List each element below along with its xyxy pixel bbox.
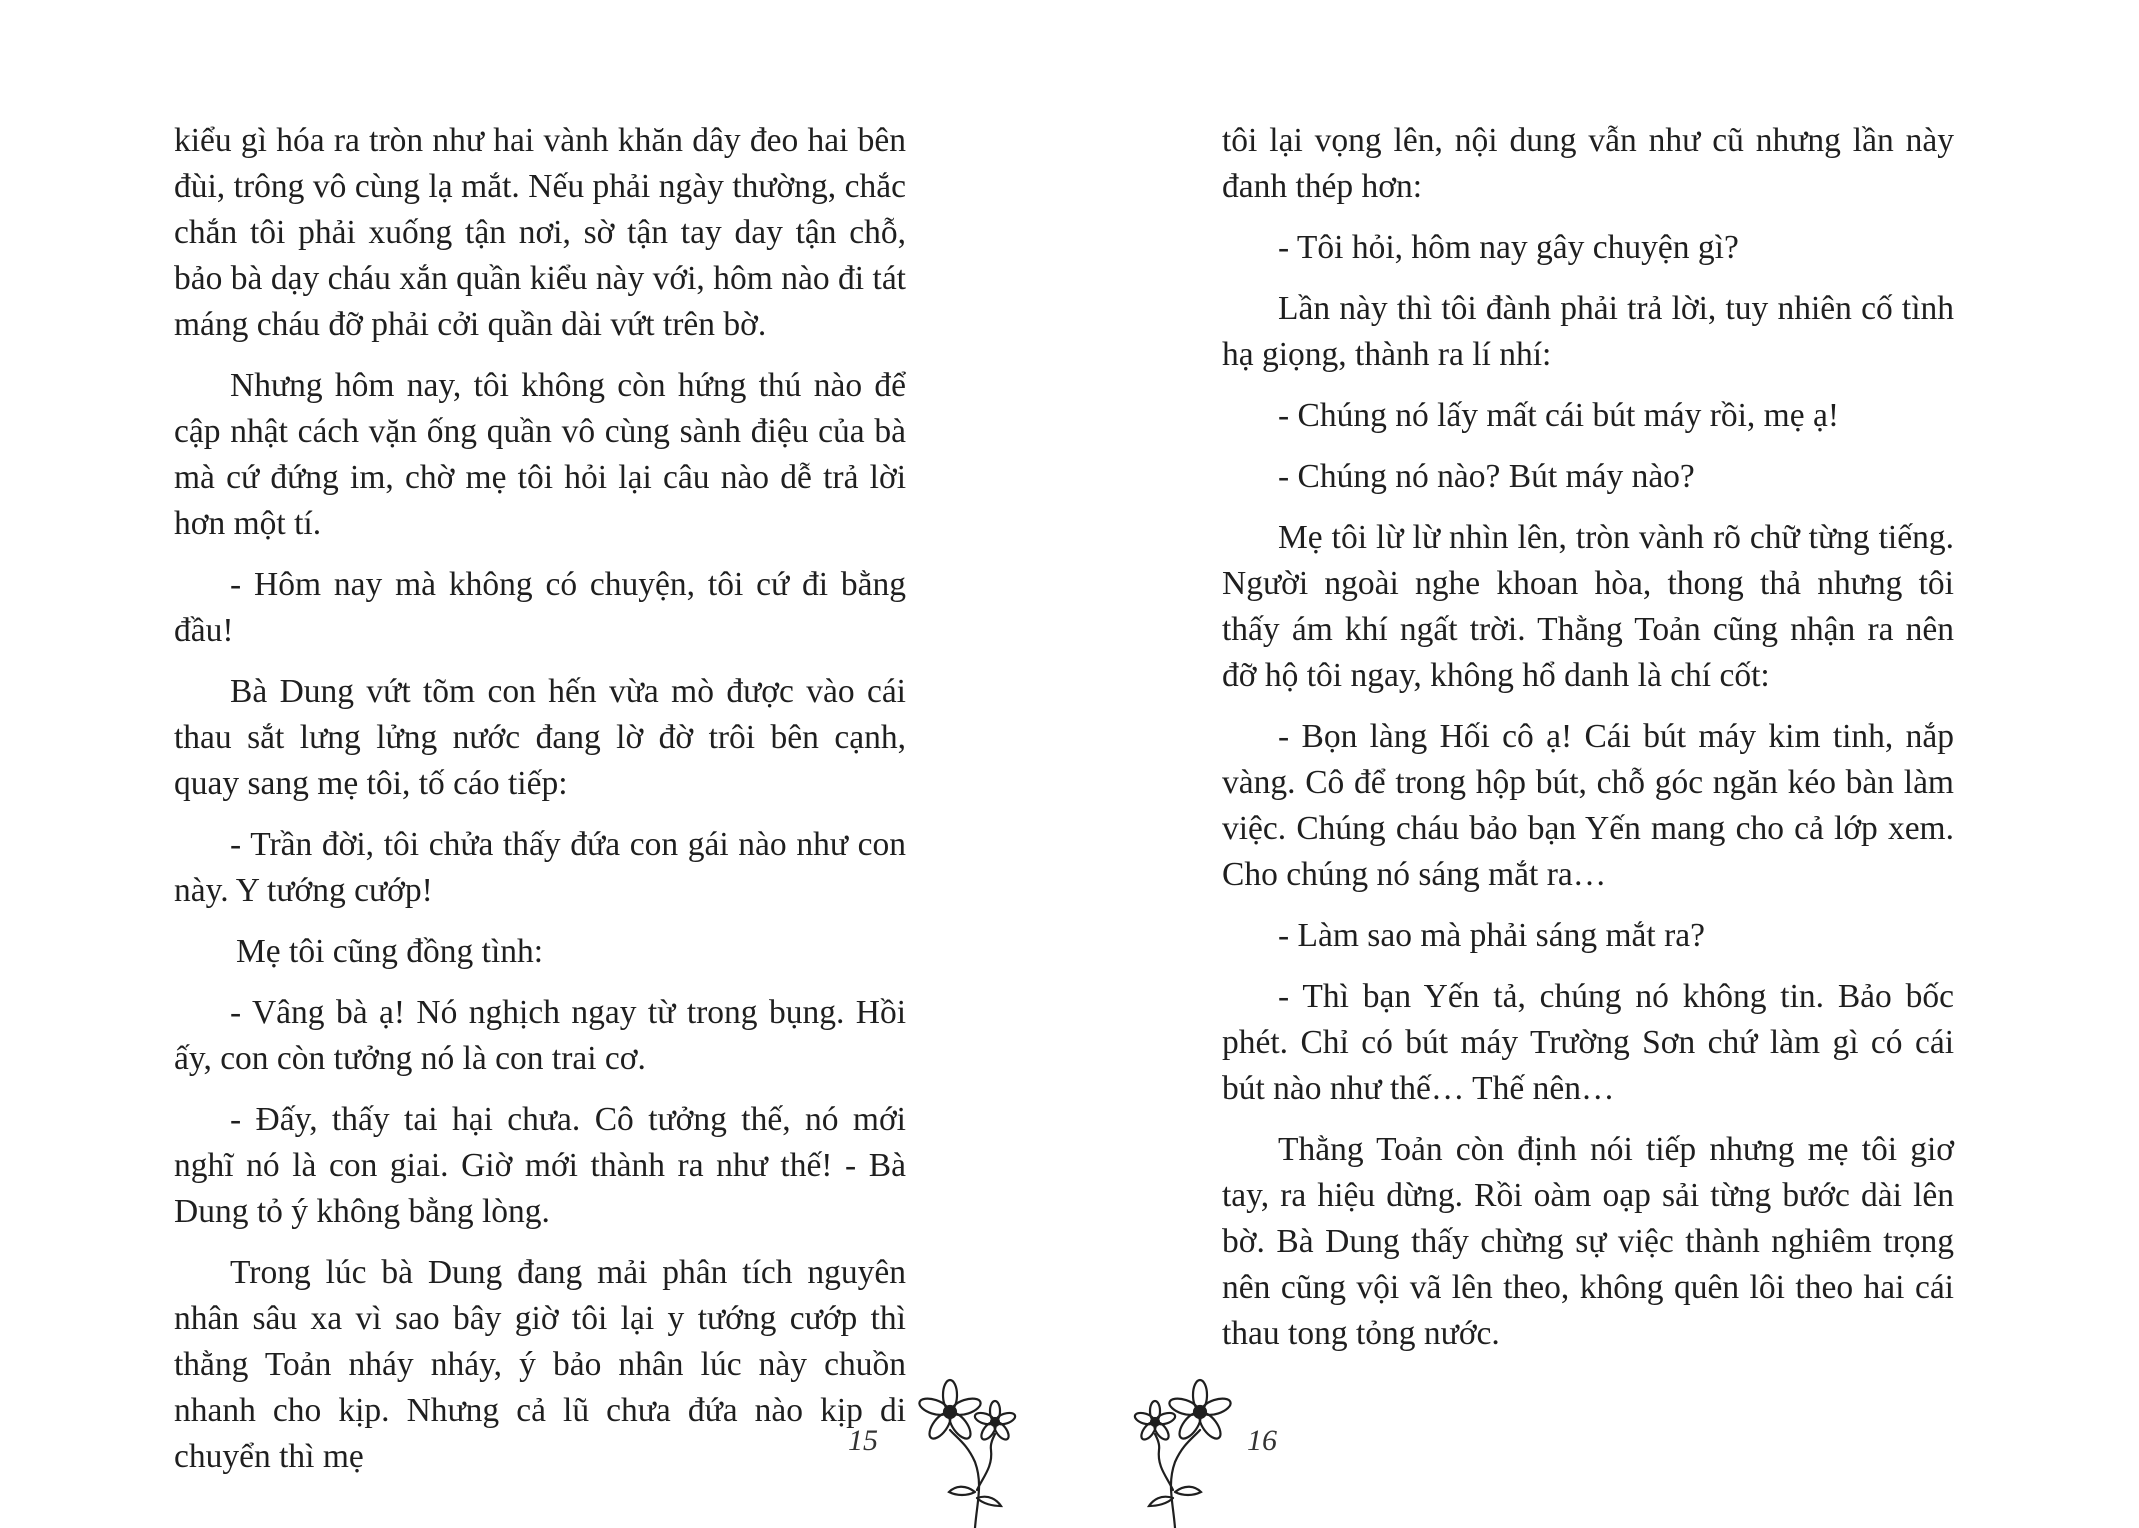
paragraph: kiểu gì hóa ra tròn như hai vành khăn dây đeo hai bên đùi, trông vô cùng lạ mắt. Nếu phải ngày thường, chắc chắn tôi phải xuống tận nơi, sờ tận tay day tận chỗ, bảo bà dạy cháu xắn quần kiểu này với, hôm nào đi tát máng cháu đỡ phải cởi quần dài vứt trên bờ. bbox=[174, 122, 906, 343]
paragraph: Bà Dung vứt tõm con hến vừa mò được vào cái thau sắt lưng lửng nước đang lờ đờ trôi bên cạnh, quay sang mẹ tôi, tố cáo tiếp: bbox=[174, 673, 906, 802]
paragraph: - Chúng nó nào? Bút máy nào? bbox=[1278, 458, 1695, 495]
paragraph: tôi lại vọng lên, nội dung vẫn như cũ nhưng lần này đanh thép hơn: bbox=[1222, 122, 1954, 205]
paragraph: - Đấy, thấy tai hại chưa. Cô tưởng thế, nó mới nghĩ nó là con giai. Giờ mới thành ra như thế! - Bà Dung tỏ ý không bằng lòng. bbox=[174, 1101, 906, 1230]
paragraph: - Chúng nó lấy mất cái bút máy rồi, mẹ ạ! bbox=[1278, 397, 1839, 434]
flower-sprig-icon bbox=[905, 1372, 1045, 1528]
paragraph: Mẹ tôi cũng đồng tình: bbox=[236, 933, 544, 970]
paragraph: - Làm sao mà phải sáng mắt ra? bbox=[1278, 917, 1705, 954]
flower-sprig-icon bbox=[1105, 1372, 1245, 1528]
paragraph: Lần này thì tôi đành phải trả lời, tuy nhiên cố tình hạ giọng, thành ra lí nhí: bbox=[1222, 290, 1954, 373]
paragraph: Trong lúc bà Dung đang mải phân tích nguyên nhân sâu xa vì sao bây giờ tôi lại y tướng cướp thì thằng Toản nháy nháy, ý bảo nhân lúc này chuồn nhanh cho kịp. Nhưng cả lũ chưa đứa nào kịp di chuyển thì mẹ bbox=[174, 1254, 906, 1475]
paragraph: - Vâng bà ạ! Nó nghịch ngay từ trong bụng. Hồi ấy, con còn tưởng nó là con trai cơ. bbox=[174, 994, 906, 1077]
paragraph: - Trần đời, tôi chửa thấy đứa con gái nào như con này. Y tướng cướp! bbox=[174, 826, 906, 909]
page-number-right: 16 bbox=[1247, 1424, 1277, 1457]
paragraph: - Thì bạn Yến tả, chúng nó không tin. Bảo bốc phét. Chỉ có bút máy Trường Sơn chứ làm gì có cái bút nào như thế… Thế nên… bbox=[1222, 978, 1954, 1107]
left-page bbox=[174, 118, 906, 1495]
right-page bbox=[1222, 118, 1954, 1372]
paragraph: Mẹ tôi lừ lừ nhìn lên, tròn vành rõ chữ từng tiếng. Người ngoài nghe khoan hòa, thong thả nhưng tôi thấy ám khí ngất trời. Thằng Toản cũng nhận ra nên đỡ hộ tôi ngay, không hổ danh là chí cốt: bbox=[1222, 519, 1954, 694]
paragraph: - Bọn làng Hối cô ạ! Cái bút máy kim tinh, nắp vàng. Cô để trong hộp bút, chỗ góc ngăn kéo bàn làm việc. Chúng cháu bảo bạn Yến mang cho cả lớp xem. Cho chúng nó sáng mắt ra… bbox=[1222, 718, 1954, 893]
paragraph: Thằng Toản còn định nói tiếp nhưng mẹ tôi giơ tay, ra hiệu dừng. Rồi oàm oạp sải từng bước dài lên bờ. Bà Dung thấy chừng sự việc thành nghiêm trọng nên cũng vội vã lên theo, không quên lôi theo hai cái thau tong tỏng nước. bbox=[1222, 1131, 1954, 1352]
paragraph: - Tôi hỏi, hôm nay gây chuyện gì? bbox=[1278, 229, 1739, 266]
page-number-left: 15 bbox=[848, 1424, 878, 1457]
paragraph: Nhưng hôm nay, tôi không còn hứng thú nào để cập nhật cách vặn ống quần vô cùng sành điệu của bà mà cứ đứng im, chờ mẹ tôi hỏi lại câu nào dễ trả lời hơn một tí. bbox=[174, 367, 906, 542]
paragraph: - Hôm nay mà không có chuyện, tôi cứ đi bằng đầu! bbox=[174, 566, 906, 649]
